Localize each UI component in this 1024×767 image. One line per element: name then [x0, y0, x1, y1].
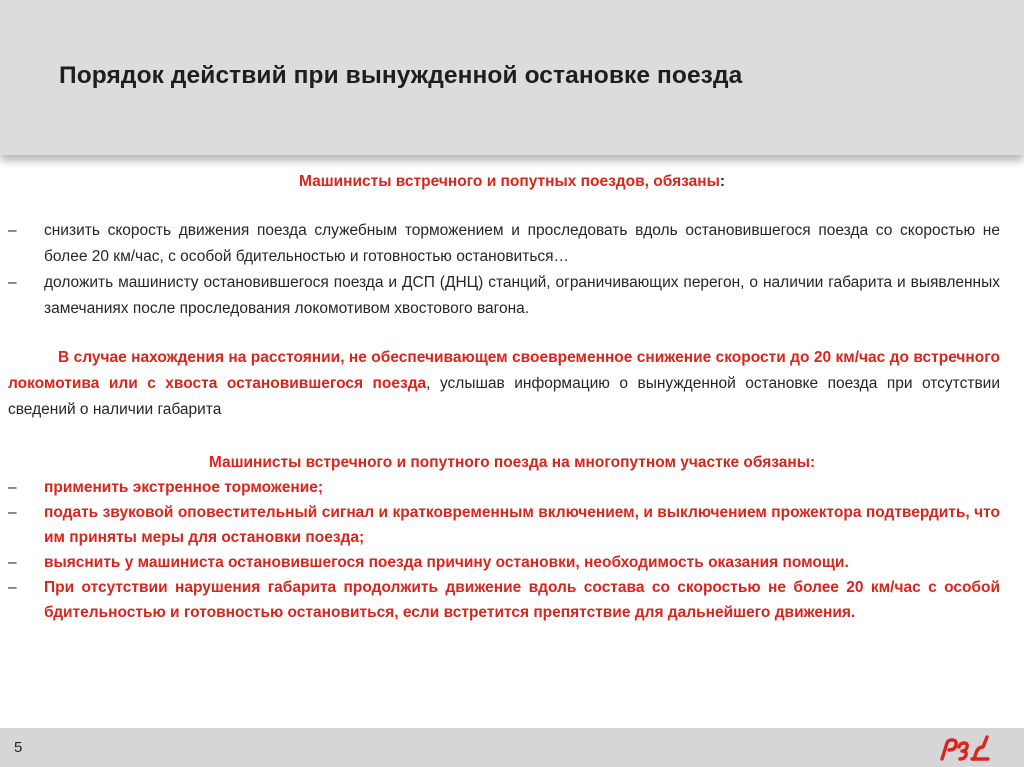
condition-red-text: В случае нахождения на расстоянии, не обеспечивающем своевременное снижение скорости до 20 км/час до встречного локомотива или с хвоста остановившегося поезда: [8, 349, 1000, 392]
slide-footer: [0, 728, 1024, 767]
list-item: [0, 218, 1000, 270]
list-item-text: доложить машинисту остановившегося поезда и ДСП (ДНЦ) станций, ограничивающих перегон, о наличии габарита и выявленных замечаниях после проследования локомотивом хвостового вагона.: [44, 274, 1000, 317]
section1-heading-text: Машинисты встречного и попутных поездов, обязаны: [298, 173, 720, 190]
list-item-text: применить экстренное торможение;: [44, 479, 324, 496]
list-item-text: подать звуковой оповестительный сигнал и кратковременным включением, и выключением прожектора подтвердить, что им приняты меры для остановки поезда;: [44, 504, 1000, 546]
dash-marker: –: [8, 579, 17, 596]
section1-list: [0, 218, 1000, 322]
section2-heading: Машинисты встречного и попутного поезда на многопутном участке обязаны:: [208, 454, 816, 471]
section2-list: [0, 475, 1000, 625]
list-item-text: При отсутствии нарушения габарита продолжить движение вдоль состава со скоростью не более 20 км/час с особой бдительностью и готовностью остановиться, если встретится препятствие для дальнейшего движения.: [44, 579, 1000, 621]
list-item-text: выяснить у машиниста остановившегося поезда причину остановки, необходимость оказания помощи.: [44, 554, 849, 571]
list-item: [0, 500, 1000, 550]
list-item-text: снизить скорость движения поезда служебным торможением и проследовать вдоль остановившегося поезда со скоростью не более 20 км/час, с особой бдительностью и готовностью остановиться…: [44, 222, 1000, 265]
condition-dark-text: , услышав информацию о вынужденной остановке поезда при отсутствии сведений о наличии габарита: [8, 375, 1000, 418]
rzd-logo-icon: [938, 734, 992, 762]
condition-paragraph: [8, 345, 1000, 423]
dash-marker: –: [8, 504, 17, 521]
section1-heading: [0, 171, 1024, 193]
list-item: [0, 575, 1000, 625]
page-number: 5: [14, 739, 23, 756]
list-item: [0, 475, 1000, 500]
dash-marker: –: [8, 554, 17, 571]
slide-title: Порядок действий при вынужденной остановке поезда: [59, 62, 743, 89]
list-item: [0, 270, 1000, 322]
dash-marker: –: [8, 274, 17, 291]
slide-content: [0, 155, 1024, 725]
section1-heading-colon: :: [719, 173, 726, 190]
dash-marker: –: [8, 479, 17, 496]
dash-marker: –: [8, 222, 17, 239]
list-item: [0, 550, 1000, 575]
slide-header: [0, 0, 1024, 155]
